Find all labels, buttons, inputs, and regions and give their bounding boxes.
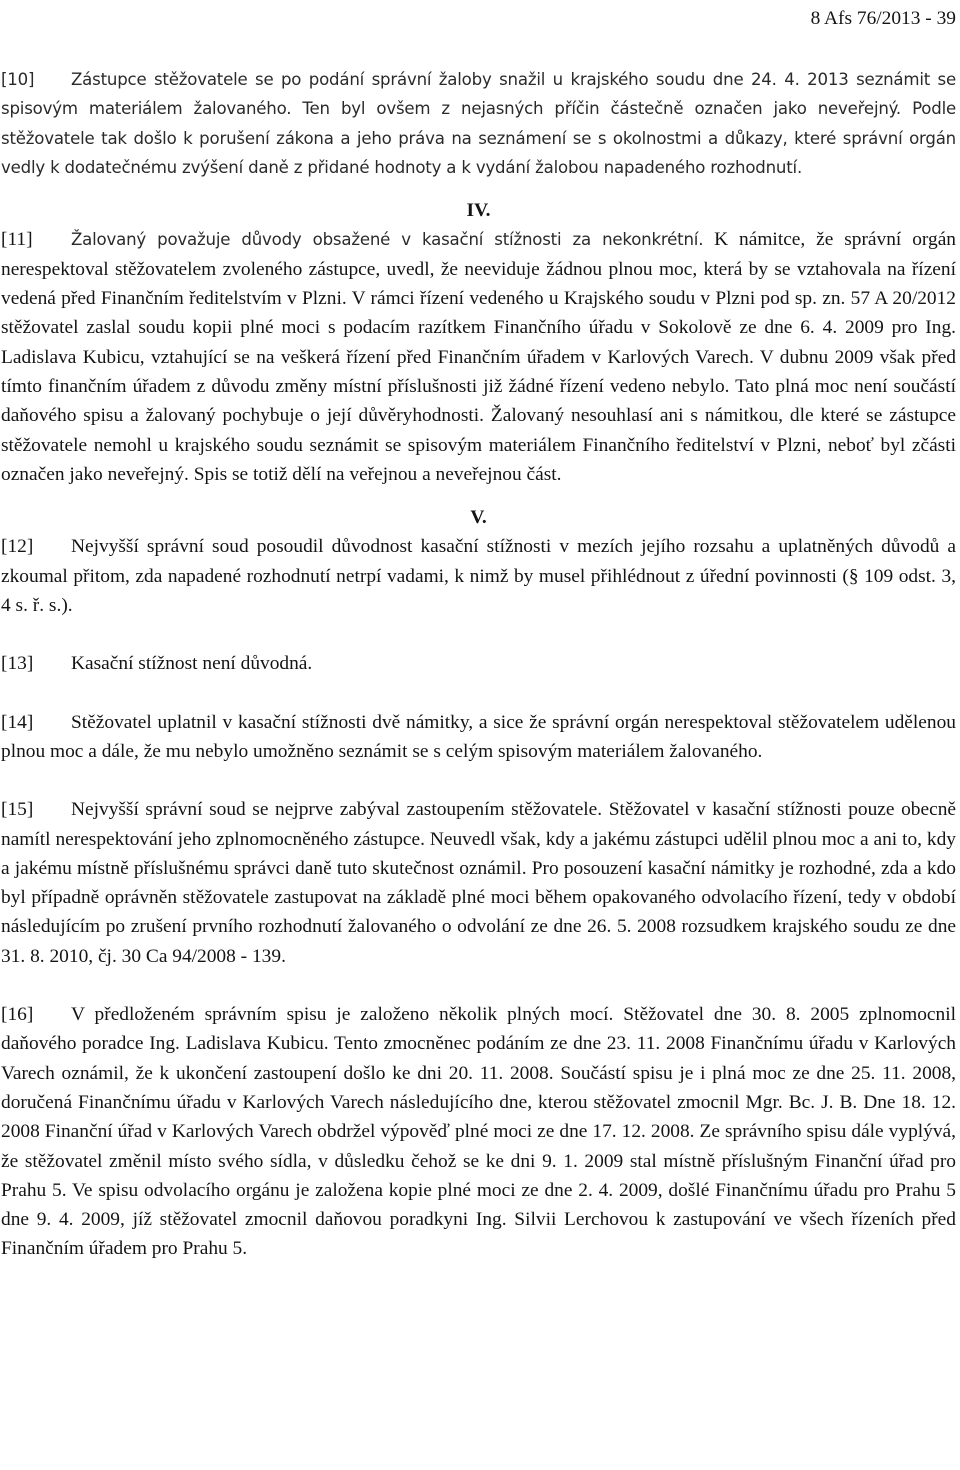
paragraph-number: [12] xyxy=(1,536,34,558)
paragraph-text: Nejvyšší správní soud se nejprve zabýval zastoupením stěžovatele. Stěžovatel v kasační stížnosti pouze obecně namítl nerespektování jeho zplnomocněného zástupce. Neuvedl však, kdy a jakému zástupci udělil plnou moc a ani to, kdy a jakému místně příslušnému správci daně tuto skutečnost oznámil. Pro posouzení kasační námitky je rozhodné, zda a kdo byl případně oprávněn stěžovatele zastupovat na základě plné moci během opakovaného odvolacího řízení, tedy v období následujícím po zrušení prvního rozhodnutí žalovaného o odvolání ze dne 26. 5. 2008 rozsudkem krajského soudu ze dne 31. 8. 2010, čj. 30 Ca 94/2008 - 139. xyxy=(1,799,956,967)
paragraph-14 xyxy=(1,708,956,767)
paragraph-text: Zástupce stěžovatele se po podání správní žaloby snažil u krajského soudu dne 24. 4. 2013 seznámit se spisovým materiálem žalovaného. Ten byl ovšem z nejasných příčin částečně označen jako neveřejný. Podle stěžovatele tak došlo k porušení zákona a jeho práva na seznámení se s okolnostmi a důkazy, které správní orgán vedly k dodatečnému zvýšení daně z přidané hodnoty a k vydání žalobou napadeného rozhodnutí. xyxy=(1,70,956,177)
paragraph-15 xyxy=(1,795,956,971)
paragraph-text: Kasační stížnost není důvodná. xyxy=(71,653,313,675)
paragraph-text: K námitce, že správní orgán nerespektoval stěžovatelem zvoleného zástupce, uvedl, že neeviduje žádnou plnou moc, která by se vztahovala na řízení vedená před Finančním ředitelstvím v Plzni. V rámci řízení vedeného u Krajského soudu v Plzni pod sp. zn. 57 A 20/2012 stěžovatel zaslal soudu kopii plné moci s podacím razítkem Finančního úřadu v Sokolově ze dne 6. 4. 2009 pro Ing. Ladislava Kubicu, vztahující se na veškerá řízení před Finančním úřadem v Karlových Varech. V dubnu 2009 však před tímto finančním úřadem z důvodu změny místní příslušnosti již žádné řízení vedeno nebylo. Tato plná moc není součástí daňového spisu a žalovaný pochybuje o její důvěryhodnosti. Žalovaný nesouhlasí ani s námitkou, dle které se zástupce stěžovatele nemohl u krajského soudu seznámit se spisovým materiálem Finančního ředitelství v Plzni, neboť byl zčásti označen jako neveřejný. Spis se totiž dělí na veřejnou a neveřejnou část. xyxy=(1,229,957,485)
paragraph-text: V předloženém správním spisu je založeno několik plných mocí. Stěžovatel dne 30. 8. 2005 zplnomocnil daňového poradce Ing. Ladislava Kubicu. Tento zmocněnec podáním ze dne 23. 11. 2008 Finančnímu úřadu v Karlových Varech oznámil, že k ukončení zastoupení došlo ke dni 20. 11. 2008. Součástí spisu je i plná moc ze dne 25. 11. 2008, doručená Finančnímu úřadu v Karlových Varech následujícího dne, kterou stěžovatel zmocnil Mgr. Bc. J. B. Dne 18. 12. 2008 Finanční úřad v Karlových Varech obdržel výpověď plné moci ze dne 17. 12. 2008. Ze správního spisu dále vyplývá, že stěžovatel změnil místo svého sídla, v důsledku čehož se ke dni 9. 1. 2009 stal místně příslušným Finanční úřad pro Prahu 5. Ve spisu odvolacího orgánu je založena kopie plné moci ze dne 2. 4. 2009, došlé Finančnímu úřadu pro Prahu 5 dne 9. 4. 2009, jíž stěžovatel zmocnil daňovou poradkyni Ing. Silvii Lerchovou k zastupování ve všech řízeních před Finančním úřadem pro Prahu 5. xyxy=(1,1004,956,1260)
paragraph-number: [10] xyxy=(1,70,35,89)
paragraph-11 xyxy=(1,225,956,489)
spacer xyxy=(1,489,956,503)
paragraph-13 xyxy=(1,649,956,678)
paragraph-number: [15] xyxy=(1,799,34,821)
spacer xyxy=(1,620,956,649)
paragraph-number: [14] xyxy=(1,711,34,733)
spacer xyxy=(1,679,956,708)
paragraph-text-intro: Žalovaný považuje důvody obsažené v kasační stížnosti za nekonkrétní. xyxy=(71,230,704,250)
paragraph-text: Stěžovatel uplatnil v kasační stížnosti dvě námitky, a sice že správní orgán nerespektoval stěžovatelem udělenou plnou moc a dále, že mu nebylo umožněno seznámit se s celým spisovým materiálem žalovaného. xyxy=(1,711,956,762)
spacer xyxy=(1,182,956,196)
paragraph-number: [16] xyxy=(1,1004,34,1026)
case-number-header: 8 Afs 76/2013 - 39 xyxy=(810,8,956,29)
section-heading-v: V. xyxy=(470,507,487,529)
document-body xyxy=(1,65,956,1264)
paragraph-number: [11] xyxy=(1,229,33,251)
paragraph-16 xyxy=(1,1000,956,1264)
section-heading-iv: IV. xyxy=(466,200,491,222)
spacer xyxy=(1,971,956,1000)
paragraph-text: Nejvyšší správní soud posoudil důvodnost kasační stížnosti v mezích jejího rozsahu a uplatněných důvodů a zkoumal přitom, zda napadené rozhodnutí netrpí vadami, k nimž by musel přihlédnout z úřední povinnosti (§ 109 odst. 3, 4 s. ř. s.). xyxy=(1,536,956,617)
spacer xyxy=(1,766,956,795)
paragraph-12 xyxy=(1,532,956,620)
paragraph-number: [13] xyxy=(1,653,34,675)
paragraph-10 xyxy=(1,65,956,182)
